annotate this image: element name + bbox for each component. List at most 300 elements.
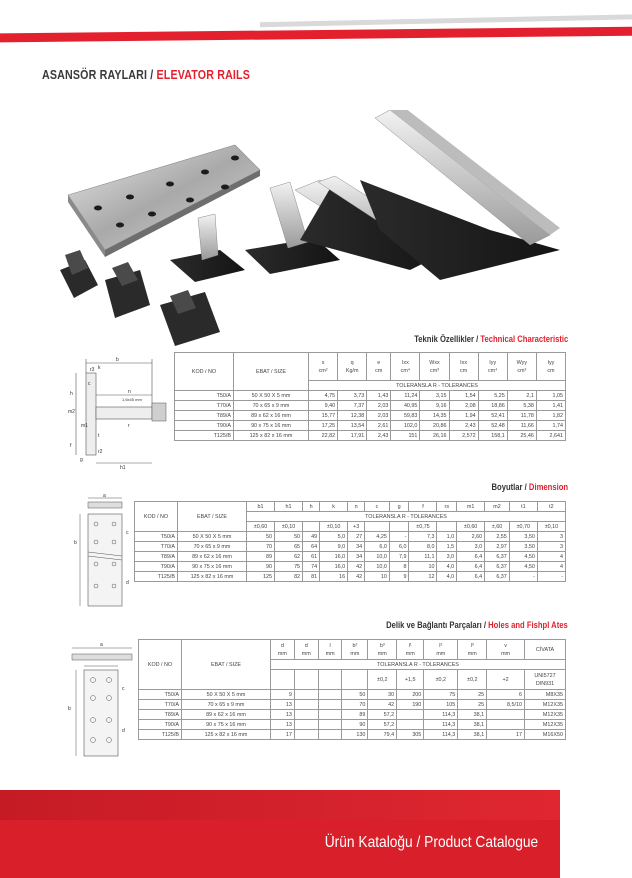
table-cell: ±0,10 <box>537 522 565 532</box>
table-cell: 3,50 <box>509 542 537 552</box>
table-cell: 5,25 <box>478 391 507 401</box>
svg-text:b: b <box>68 706 71 712</box>
table-cell: 2,97 <box>485 542 510 552</box>
table-cell: 1,5 <box>437 542 457 552</box>
table-cell: 75 <box>275 562 303 572</box>
table-cell: 4,75 <box>309 391 338 401</box>
table-cell: 42 <box>348 562 365 572</box>
table-row <box>135 552 566 562</box>
table-row <box>175 391 566 401</box>
table-cell: 18,86 <box>478 401 507 411</box>
table-cell: 2,43 <box>449 421 478 431</box>
table-cell: 6,37 <box>485 552 510 562</box>
table-cell: 4,0 <box>437 572 457 582</box>
table-cell: ±0,60 <box>457 522 485 532</box>
col-header <box>420 353 449 381</box>
svg-text:b: b <box>74 540 77 546</box>
row-size: 89 x 62 x 16 mm <box>178 552 247 562</box>
table-cell: ±0,10 <box>275 522 303 532</box>
table-cell: 3 <box>537 542 565 552</box>
col-unit: cm <box>375 367 383 374</box>
table-cell: 2,641 <box>536 431 565 441</box>
col-unit: cm⁴ <box>487 367 498 374</box>
table-cell: 90 <box>247 562 275 572</box>
table-cell: 11,66 <box>507 421 536 431</box>
table-cell: 190 <box>397 700 424 710</box>
table-cell: 305 <box>397 730 424 740</box>
table-cell: 3,15 <box>420 391 449 401</box>
col-header <box>368 640 397 660</box>
table-cell: 42 <box>348 572 365 582</box>
table-cell: 12 <box>409 572 437 582</box>
col-unit: mm <box>277 650 287 657</box>
row-size: 125 x 82 x 16 mm <box>234 431 309 441</box>
row-code: T70/A <box>175 401 234 411</box>
table-row <box>139 730 566 740</box>
col-header: f <box>409 502 437 512</box>
table-cell: 2,1 <box>507 391 536 401</box>
table-cell: 52,48 <box>478 421 507 431</box>
col-header: g <box>389 502 409 512</box>
table-cell: 9,0 <box>320 542 348 552</box>
table-cell: ±0,75 <box>409 522 437 532</box>
table-cell: 16 <box>320 572 348 582</box>
col-unit: mm <box>467 650 477 657</box>
table-cell: 70 <box>342 700 368 710</box>
row-code: T89/A <box>175 411 234 421</box>
table-cell <box>294 710 318 720</box>
row-size: 90 x 75 x 16 mm <box>178 562 247 572</box>
table-cell: 57,2 <box>368 720 397 730</box>
table-cell <box>294 700 318 710</box>
table-cell: 1,94 <box>449 411 478 421</box>
row-code: T125/B <box>139 730 182 740</box>
table-cell: 90 <box>342 720 368 730</box>
col-symbol: l <box>329 642 331 649</box>
col-unit: cm <box>547 367 555 374</box>
svg-text:b: b <box>116 357 119 363</box>
col-header <box>424 640 458 660</box>
row-code: T89/A <box>139 710 182 720</box>
svg-text:d: d <box>126 580 129 586</box>
table-cell: 34 <box>348 552 365 562</box>
row-code: T90/A <box>175 421 234 431</box>
col-unit: mm <box>436 650 446 657</box>
col-header: h1 <box>275 502 303 512</box>
table-cell: 3,0 <box>437 552 457 562</box>
col-header <box>309 353 338 381</box>
row-code: T125/B <box>135 572 178 582</box>
dimension-section-title: Boyutlar / Dimension <box>491 482 568 492</box>
table-cell: 13 <box>271 720 295 730</box>
table-cell: 64 <box>303 542 320 552</box>
table-cell: 79,4 <box>368 730 397 740</box>
table-cell: 61 <box>303 552 320 562</box>
svg-text:f: f <box>70 443 72 449</box>
table-cell: 12,38 <box>338 411 367 421</box>
table-row <box>135 542 566 552</box>
table-row <box>175 411 566 421</box>
col-header <box>367 353 391 381</box>
row-bolt: M12X35 <box>525 710 566 720</box>
rail-profile-diagram <box>68 355 176 470</box>
table-cell: 25 <box>458 700 487 710</box>
table-cell: 38,1 <box>458 730 487 740</box>
table-cell: 13,54 <box>338 421 367 431</box>
table-cell: 6,4 <box>457 552 485 562</box>
table-cell: 13 <box>271 710 295 720</box>
table-cell: 62 <box>275 552 303 562</box>
svg-text:c: c <box>126 530 129 536</box>
col-header: c <box>365 502 390 512</box>
row-bolt: M16X50 <box>525 730 566 740</box>
table-cell <box>318 710 342 720</box>
col-unit: cm <box>460 367 468 374</box>
row-code: T89/A <box>135 552 178 562</box>
col-header-bolt: CİVATA <box>525 640 566 660</box>
table-cell: 13 <box>271 700 295 710</box>
table-cell <box>389 522 409 532</box>
header-decoration <box>0 0 632 46</box>
table-cell <box>294 720 318 730</box>
svg-text:m1: m1 <box>81 423 88 429</box>
table-cell: 9,16 <box>420 401 449 411</box>
svg-text:h: h <box>70 391 73 397</box>
table-cell: 10 <box>409 562 437 572</box>
col-header <box>507 353 536 381</box>
table-cell: 1,0 <box>437 532 457 542</box>
table-cell <box>271 670 295 690</box>
table-cell: 9 <box>271 690 295 700</box>
col-unit: cm³ <box>430 367 439 374</box>
col-header-code: KOD / NO <box>139 640 182 690</box>
row-size: 70 x 65 x 9 mm <box>178 542 247 552</box>
holes-table <box>138 639 566 740</box>
footer-text: Ürün Kataloğu / Product Catalogue <box>324 834 538 851</box>
col-header <box>487 640 525 660</box>
table-cell: 4,50 <box>509 552 537 562</box>
col-header <box>458 640 487 660</box>
col-unit: Kg/m <box>345 367 359 374</box>
col-header <box>449 353 478 381</box>
table-cell: 11,1 <box>409 552 437 562</box>
col-header <box>397 640 424 660</box>
table-cell: 114,3 <box>424 710 458 720</box>
svg-text:1,6x45 mm: 1,6x45 mm <box>122 397 142 402</box>
table-cell: 114,3 <box>424 720 458 730</box>
table-cell: 59,83 <box>391 411 420 421</box>
table-row <box>135 572 566 582</box>
table-cell: +2 <box>487 670 525 690</box>
table-cell: 10 <box>365 572 390 582</box>
table-cell: 17 <box>271 730 295 740</box>
col-header: n <box>348 502 365 512</box>
table-cell: 1,74 <box>536 421 565 431</box>
table-row <box>139 710 566 720</box>
col-header-size: EBAT / SIZE <box>234 353 309 391</box>
col-symbol: d <box>280 642 284 649</box>
row-size: 125 x 82 x 16 mm <box>182 730 271 740</box>
col-header: b1 <box>247 502 275 512</box>
table-cell: 34 <box>348 542 365 552</box>
table-cell: 89 <box>247 552 275 562</box>
table-cell: 8,5/10 <box>487 700 525 710</box>
table-cell: ±,60 <box>485 522 510 532</box>
col-symbol: Wyy <box>516 359 528 366</box>
table-cell: 1,54 <box>449 391 478 401</box>
table-cell: 114,3 <box>424 730 458 740</box>
table-cell: 8,0 <box>409 542 437 552</box>
table-cell <box>294 690 318 700</box>
row-size: 50 X 50 X 5 mm <box>234 391 309 401</box>
table-cell: 4 <box>537 552 565 562</box>
table-cell: 50 <box>247 532 275 542</box>
col-header <box>294 640 318 660</box>
table-cell: 7,37 <box>338 401 367 411</box>
table-row <box>175 421 566 431</box>
table-cell: - <box>537 572 565 582</box>
table-cell <box>318 720 342 730</box>
col-header: h <box>303 502 320 512</box>
table-cell: 5,38 <box>507 401 536 411</box>
row-size: 90 x 75 x 16 mm <box>234 421 309 431</box>
table-cell: 158,1 <box>478 431 507 441</box>
table-cell: 25,46 <box>507 431 536 441</box>
row-bolt: M12X35 <box>525 720 566 730</box>
col-header: t2 <box>537 502 565 512</box>
col-header <box>391 353 420 381</box>
table-cell: 4,25 <box>365 532 390 542</box>
table-cell: 11,24 <box>391 391 420 401</box>
table-cell: ±0,2 <box>458 670 487 690</box>
col-unit: mm <box>301 650 311 657</box>
svg-text:c: c <box>122 686 125 692</box>
table-cell: 2,60 <box>457 532 485 542</box>
row-size: 70 x 65 x 9 mm <box>182 700 271 710</box>
table-cell: 16,0 <box>320 552 348 562</box>
table-row <box>139 700 566 710</box>
table-row <box>135 562 566 572</box>
table-cell: ±0,10 <box>320 522 348 532</box>
col-symbol: Wxx <box>429 359 440 366</box>
table-cell: 89 <box>342 710 368 720</box>
table-cell: 74 <box>303 562 320 572</box>
table-cell: - <box>389 532 409 542</box>
holes-diagram <box>66 640 140 762</box>
row-code: T50/A <box>135 532 178 542</box>
table-cell: 3,73 <box>338 391 367 401</box>
col-header-size: EBAT / SIZE <box>182 640 271 690</box>
table-cell: 3,50 <box>509 532 537 542</box>
col-unit: cm⁴ <box>400 367 411 374</box>
table-cell: 14,35 <box>420 411 449 421</box>
dimension-table <box>134 501 566 582</box>
table-row <box>139 690 566 700</box>
svg-text:r3: r3 <box>90 367 95 373</box>
table-cell: 8 <box>389 562 409 572</box>
row-bolt: M12X35 <box>525 700 566 710</box>
row-size: 70 x 65 x 9 mm <box>234 401 309 411</box>
col-unit: mm <box>405 650 415 657</box>
table-cell: 125 <box>247 572 275 582</box>
svg-text:r2: r2 <box>98 449 103 455</box>
table-cell: 2,43 <box>367 431 391 441</box>
tolerance-label: TOLERANSLA R - TOLERANCES <box>271 660 566 670</box>
table-cell <box>487 710 525 720</box>
table-cell: 1,41 <box>536 401 565 411</box>
row-size: 89 x 62 x 16 mm <box>234 411 309 421</box>
table-cell: 4 <box>537 562 565 572</box>
table-cell: 27 <box>348 532 365 542</box>
col-header: t1 <box>509 502 537 512</box>
table-cell: 15,77 <box>309 411 338 421</box>
table-cell: 6,37 <box>485 562 510 572</box>
col-header: m1 <box>457 502 485 512</box>
table-cell <box>318 730 342 740</box>
table-cell: 105 <box>424 700 458 710</box>
table-cell: 6,4 <box>457 572 485 582</box>
footer-band <box>0 790 560 878</box>
svg-text:k: k <box>98 365 101 371</box>
col-unit: cm² <box>318 367 328 374</box>
table-cell: 25 <box>458 690 487 700</box>
table-cell: 2,03 <box>367 411 391 421</box>
col-header: k <box>320 502 348 512</box>
table-cell: 50 <box>342 690 368 700</box>
col-symbol: d <box>304 642 308 649</box>
table-cell: 22,82 <box>309 431 338 441</box>
col-symbol: l¹ <box>408 642 412 649</box>
table-cell <box>318 700 342 710</box>
col-header <box>478 353 507 381</box>
table-cell: 6,37 <box>485 572 510 582</box>
table-cell: 7,9 <box>389 552 409 562</box>
col-header: m2 <box>485 502 510 512</box>
table-cell: 50 <box>275 532 303 542</box>
col-header <box>318 640 342 660</box>
svg-text:a: a <box>100 642 103 648</box>
tolerance-label: TOLERANSLA R - TOLERANCES <box>309 381 566 391</box>
technical-section-title: Teknik Özellikler / Technical Characteristic <box>413 334 568 344</box>
table-cell <box>303 522 320 532</box>
table-cell: 2,61 <box>367 421 391 431</box>
table-cell <box>342 670 368 690</box>
table-cell: 38,1 <box>458 720 487 730</box>
row-size: 125 x 82 x 16 mm <box>178 572 247 582</box>
col-symbol: e <box>377 359 381 366</box>
table-cell: 2,03 <box>367 401 391 411</box>
table-cell: 81 <box>303 572 320 582</box>
row-code: T50/A <box>139 690 182 700</box>
row-code: T70/A <box>135 542 178 552</box>
table-row <box>175 401 566 411</box>
footer-side <box>560 790 632 878</box>
table-cell: 9,40 <box>309 401 338 411</box>
svg-text:a: a <box>103 494 106 499</box>
table-cell: 65 <box>275 542 303 552</box>
col-symbol: s <box>321 359 325 366</box>
dimension-diagram <box>74 494 136 612</box>
table-cell: 1,43 <box>367 391 391 401</box>
table-cell <box>397 710 424 720</box>
svg-text:h1: h1 <box>120 465 126 470</box>
col-symbol: l³ <box>470 642 474 649</box>
table-cell: ±0,70 <box>509 522 537 532</box>
col-unit: mm <box>350 650 360 657</box>
row-code: T70/A <box>139 700 182 710</box>
col-symbol: Ixx <box>460 359 468 366</box>
table-cell: 11,78 <box>507 411 536 421</box>
row-size: 50 X 50 X 5 mm <box>178 532 247 542</box>
col-header <box>536 353 565 381</box>
table-cell <box>365 522 390 532</box>
svg-text:m2: m2 <box>68 409 75 415</box>
table-cell: 4,50 <box>509 562 537 572</box>
col-symbol: b³ <box>379 642 385 649</box>
table-cell: ±0,2 <box>424 670 458 690</box>
row-code: T125/B <box>175 431 234 441</box>
table-cell: 200 <box>397 690 424 700</box>
table-cell: 3,0 <box>457 542 485 552</box>
table-cell <box>318 670 342 690</box>
table-cell: +3 <box>348 522 365 532</box>
table-cell: 75 <box>424 690 458 700</box>
col-header-code: KOD / NO <box>175 353 234 391</box>
col-header <box>338 353 367 381</box>
table-cell: 2,572 <box>449 431 478 441</box>
table-cell: 2,08 <box>449 401 478 411</box>
table-cell: 10,0 <box>365 562 390 572</box>
table-cell: 30 <box>368 690 397 700</box>
row-code: T90/A <box>135 562 178 572</box>
table-cell: 16,0 <box>320 562 348 572</box>
row-code: T50/A <box>175 391 234 401</box>
col-unit: mm <box>377 650 387 657</box>
page-title: ASANSÖR RAYLARI / ELEVATOR RAILS <box>42 67 251 82</box>
col-header <box>342 640 368 660</box>
table-cell: 49 <box>303 532 320 542</box>
table-cell: 2,55 <box>485 532 510 542</box>
table-row <box>175 431 566 441</box>
col-symbol: Iyy <box>547 359 555 366</box>
row-size: 89 x 62 x 16 mm <box>182 710 271 720</box>
col-header <box>271 640 295 660</box>
col-symbol: l² <box>439 642 443 649</box>
table-cell: 5,0 <box>320 532 348 542</box>
table-cell: ±0,2 <box>368 670 397 690</box>
elevator-rails-image <box>60 110 570 350</box>
table-cell: 4,0 <box>437 562 457 572</box>
table-cell <box>437 522 457 532</box>
table-cell: 10,0 <box>365 552 390 562</box>
table-cell: +1,5 <box>397 670 424 690</box>
table-cell: 17 <box>487 730 525 740</box>
svg-text:r: r <box>128 423 130 429</box>
table-cell: 42 <box>368 700 397 710</box>
table-cell <box>318 690 342 700</box>
holes-section-title: Delik ve Bağlantı Parçaları / Holes and Fishpl Ates <box>386 620 568 630</box>
row-size: 50 X 50 X 5 mm <box>182 690 271 700</box>
table-cell: 6,4 <box>457 562 485 572</box>
col-symbol: Iyy <box>489 359 497 366</box>
svg-text:g: g <box>80 457 83 463</box>
table-cell: 40,95 <box>391 401 420 411</box>
technical-table <box>174 352 566 441</box>
col-header-code: KOD / NO <box>135 502 178 532</box>
table-cell <box>294 730 318 740</box>
table-cell: 57,2 <box>368 710 397 720</box>
table-cell: 102,0 <box>391 421 420 431</box>
